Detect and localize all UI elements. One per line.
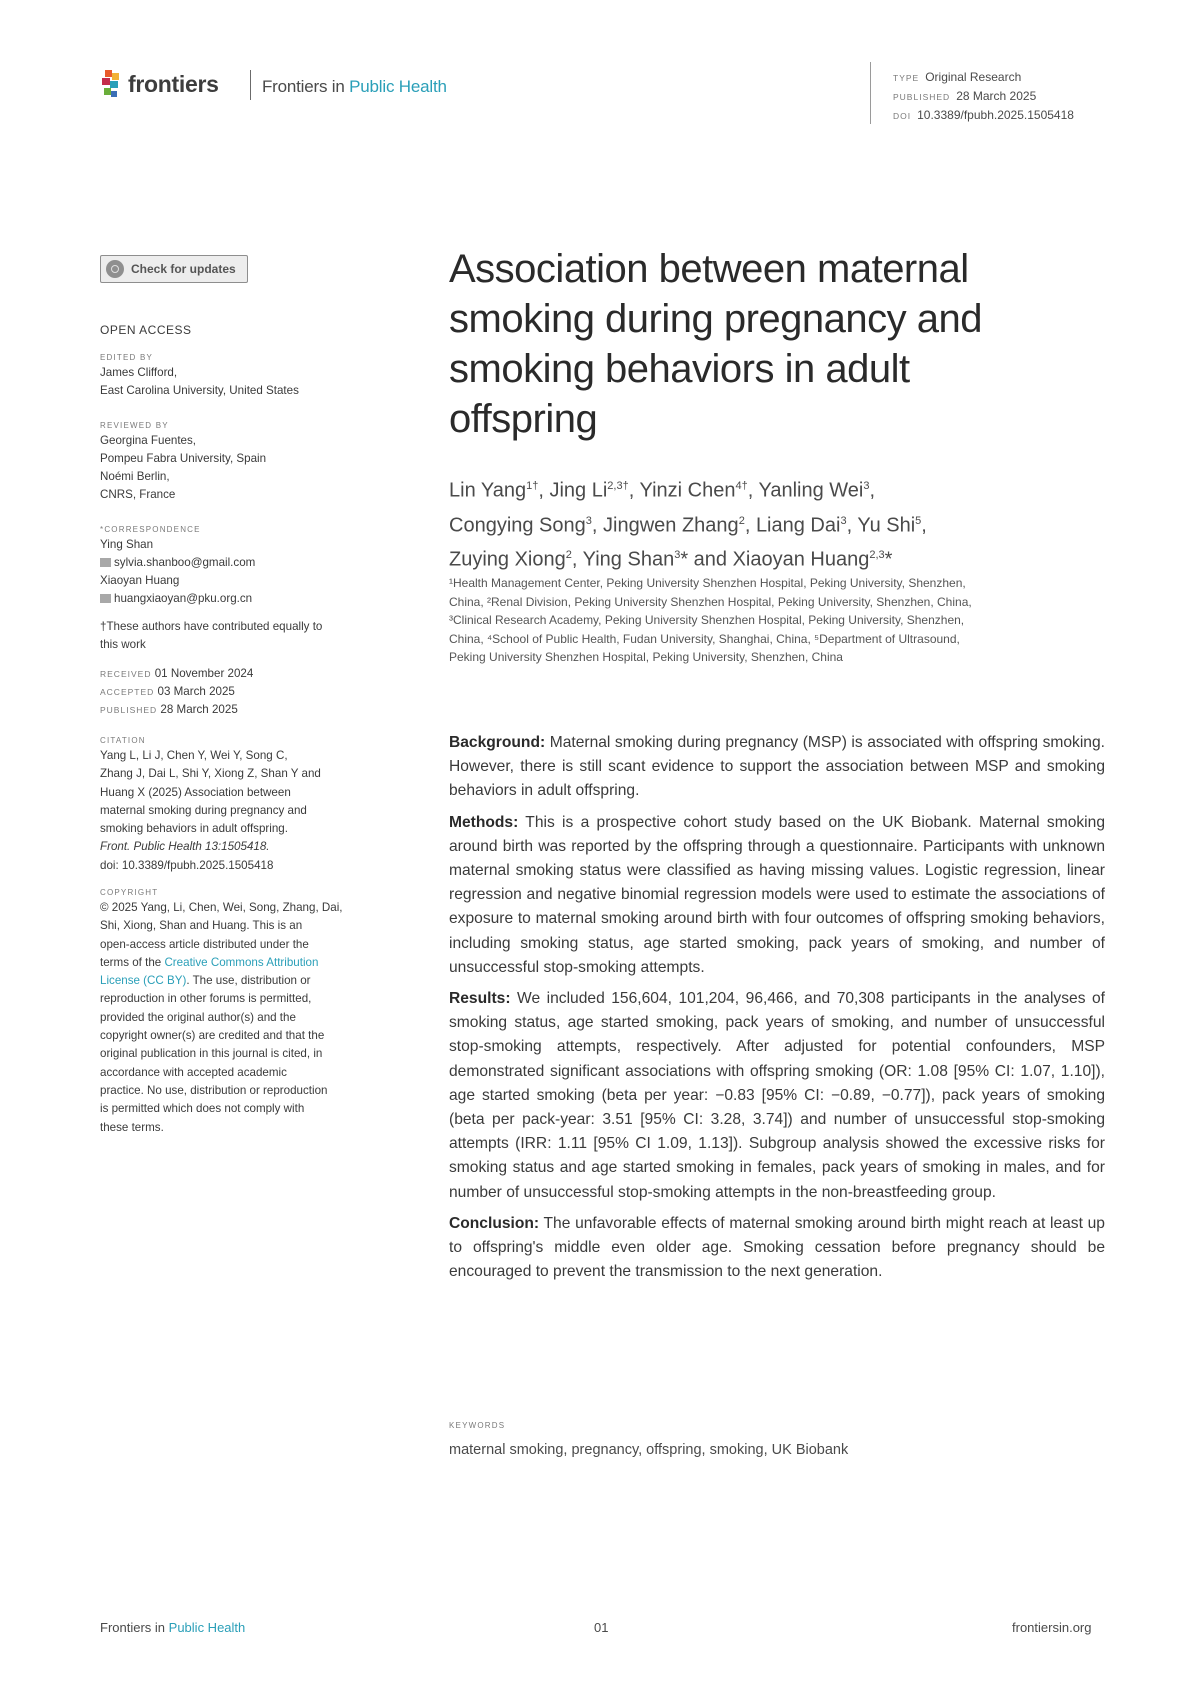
- author-affil-sup: 3: [863, 480, 870, 492]
- author-separator: ,: [591, 514, 604, 537]
- citation-line: Huang X (2025) Association between: [100, 785, 291, 799]
- section-heading: Background:: [449, 734, 546, 751]
- logo-divider: [250, 70, 251, 100]
- citation-block: [100, 735, 400, 875]
- section-text: We included 156,604, 101,204, 96,466, and 70,308 participants in the analyses of smoking status, age started smoking, pack years of smoking, and number of unsuccessful stop-smoking attempts, respectively. After adjusted for potential confounders, MSP demonstrated significant associations with offspring smoking (OR: 1.08 [95% CI: 1.07, 1.10]), age started smoking (beta per year: −0.83 [95% CI: −0.89, −0.77]), pack years of smoking (beta per pack-year: 3.51 [95% CI: 3.28, 3.74]) and number of unsuccessful stop-smoking attempts (IRR: 1.11 [95% CI 1.09, 1.13]). Subgroup analysis showed the excessive risks for smoking status and age started smoking in females, pack years of smoking in males, and for number of unsuccessful stop-smoking attempts in the non-breastfeeding group.: [449, 990, 1105, 1201]
- copyright-line: these terms.: [100, 1120, 164, 1134]
- correspondent-email[interactable]: [100, 554, 400, 572]
- dates-block: [100, 665, 400, 719]
- affiliation-line: China, ⁴School of Public Health, Fudan University, Shanghai, China, ⁵Department of Ultrasound,: [449, 631, 960, 646]
- author-affil-sup: 2,3†: [607, 480, 629, 492]
- mail-icon: [100, 558, 111, 567]
- published-date: 28 March 2025: [160, 703, 238, 716]
- copyright-line: provided the original author(s) and the: [100, 1010, 296, 1024]
- correspondence-label: *CORRESPONDENCE: [100, 525, 201, 534]
- copyright-line: open-access article distributed under the: [100, 937, 309, 951]
- author-affil-sup: 3: [585, 514, 592, 527]
- cc-license-link[interactable]: Creative Commons Attribution: [164, 955, 319, 969]
- editor-name: James Clifford,: [100, 366, 178, 379]
- author-affil-sup: 5: [915, 514, 922, 527]
- page-number: 01: [594, 1620, 609, 1635]
- copyright-text: [100, 899, 400, 1137]
- affiliation-line: Peking University Shenzhen Hospital, Peking University, Shenzhen, China: [449, 650, 843, 665]
- journal-name[interactable]: [262, 77, 447, 97]
- email-text: huangxiaoyan@pku.org.cn: [114, 592, 253, 605]
- abstract-background: [449, 731, 1105, 804]
- copyright-text-span: terms of the: [100, 955, 165, 969]
- editor-affiliation: East Carolina University, United States: [100, 384, 299, 397]
- title-line: offspring: [449, 397, 598, 441]
- author-affil-sup: 3: [674, 549, 681, 562]
- open-access-label: OPEN ACCESS: [100, 323, 192, 337]
- copyright-line: accordance with accepted academic: [100, 1065, 287, 1079]
- author-separator: ,: [747, 479, 759, 502]
- frontiers-logo-icon: [100, 70, 124, 100]
- author-separator: *: [884, 548, 893, 571]
- check-for-updates-label: Check for updates: [131, 262, 236, 276]
- author-affil-sup: 2,3: [869, 549, 885, 562]
- affiliations: [449, 574, 1089, 667]
- citation-doi[interactable]: doi: 10.3389/fpubh.2025.1505418: [100, 858, 274, 872]
- title-line: smoking behaviors in adult: [449, 347, 910, 391]
- correspondence-block: [100, 524, 400, 608]
- author-affil-sup: 1†: [526, 480, 539, 492]
- section-text: The unfavorable effects of maternal smoking around birth might reach at least up to offspring's middle even older age. Smoking cessation before pregnancy should be encouraged to prevent the transmission to the next generation.: [449, 1214, 1105, 1281]
- author-name[interactable]: Jing Li: [549, 479, 608, 502]
- author-affil-sup: 3: [840, 514, 847, 527]
- copyright-line: original publication in this journal is cited, in: [100, 1047, 323, 1061]
- meta-doi-value[interactable]: 10.3389/fpubh.2025.1505418: [917, 108, 1074, 122]
- article-title: [449, 244, 1089, 444]
- section-text: This is a prospective cohort study based on the UK Biobank. Maternal smoking around birth was reported by the offspring through a questionnaire. Participants with unknown maternal smoking status were classified as having missing values. Logistic regression, linear regression and negative binomial regression models were used to estimate the associations of exposure to maternal smoking around birth with four outcomes of offspring smoking behaviors, including smoking status, age started smoking, pack years of smoking, and number of unsuccessful stop-smoking attempts.: [449, 813, 1105, 976]
- reviewer-affiliation: Pompeu Fabra University, Spain: [100, 452, 267, 465]
- title-line: Association between maternal: [449, 247, 969, 291]
- note-line: †These authors have contributed equally to: [100, 620, 323, 633]
- section-heading: Methods:: [449, 813, 519, 831]
- meta-published-value: 28 March 2025: [956, 89, 1037, 103]
- author-separator: ,: [869, 479, 876, 502]
- author-separator: ,: [846, 514, 858, 537]
- check-for-updates-icon: [106, 260, 124, 278]
- abstract-results: [449, 987, 1105, 1205]
- footer-journal[interactable]: [100, 1620, 245, 1635]
- affiliation-line: China, ²Renal Division, Peking University Shenzhen Hospital, Peking University, Shenzhen, China,: [449, 594, 972, 609]
- copyright-text-span: . The use, distribution or: [186, 974, 311, 988]
- author-name[interactable]: Yu Shi: [857, 514, 916, 537]
- editor-block: [100, 352, 400, 400]
- copyright-line: practice. No use, distribution or reproduction: [100, 1083, 328, 1097]
- correspondent-email[interactable]: [100, 590, 400, 608]
- author-affil-sup: 2: [565, 549, 572, 562]
- meta-divider: [870, 62, 871, 124]
- cc-license-link[interactable]: License (CC BY): [100, 974, 187, 988]
- citation-text: [100, 747, 400, 875]
- citation-line: Front. Public Health 13:1505418.: [100, 840, 270, 854]
- author-separator: * and: [680, 548, 733, 571]
- author-separator: ,: [571, 548, 583, 571]
- author-name[interactable]: Lin Yang: [449, 479, 527, 502]
- affiliation-line: ¹Health Management Center, Peking University Shenzhen Hospital, Peking University, Shenzhen,: [449, 576, 966, 590]
- keywords: maternal smoking, pregnancy, offspring, smoking, UK Biobank: [449, 1442, 849, 1458]
- check-for-updates-button[interactable]: [100, 255, 248, 283]
- meta-type-label: TYPE: [893, 73, 920, 83]
- footer-journal-prefix: Frontiers in: [100, 1620, 166, 1635]
- citation-line: maternal smoking during pregnancy and: [100, 803, 307, 817]
- copyright-line: is permitted which does not comply with: [100, 1102, 305, 1116]
- copyright-line: reproduction in other forums is permitted,: [100, 992, 312, 1006]
- meta-type-value: Original Research: [925, 70, 1022, 84]
- footer-site-link[interactable]: frontiersin.org: [1012, 1620, 1092, 1635]
- correspondent-name: Xiaoyan Huang: [100, 574, 180, 587]
- copyright-line: [100, 954, 400, 972]
- citation-label: CITATION: [100, 736, 146, 745]
- note-line: this work: [100, 638, 146, 651]
- author-separator: ,: [921, 514, 927, 537]
- copyright-line: [100, 972, 400, 990]
- copyright-line: © 2025 Yang, Li, Chen, Wei, Song, Zhang, Dai,: [100, 901, 343, 914]
- keywords-label: KEYWORDS: [449, 1421, 506, 1430]
- section-heading: Conclusion:: [449, 1214, 540, 1232]
- publisher-wordmark[interactable]: frontiers: [128, 71, 219, 97]
- reviewer-name: Georgina Fuentes,: [100, 434, 197, 447]
- section-text: Maternal smoking during pregnancy (MSP) is associated with offspring smoking. However, there is still scant evidence to support the association between MSP and smoking behaviors in adult offspring.: [449, 734, 1105, 800]
- abstract-methods: [449, 811, 1105, 980]
- citation-line: Yang L, Li J, Chen Y, Wei Y, Song C,: [100, 749, 288, 762]
- author-separator: ,: [538, 479, 550, 502]
- title-line: smoking during pregnancy and: [449, 297, 983, 341]
- published-label: PUBLISHED: [100, 705, 158, 715]
- author-affil-sup: 4†: [735, 480, 748, 492]
- journal-title: Public Health: [349, 77, 447, 96]
- author-list: [449, 471, 1089, 575]
- author-name[interactable]: Yinzi Chen: [639, 479, 736, 502]
- copyright-label: COPYRIGHT: [100, 888, 159, 897]
- accepted-date: 03 March 2025: [157, 685, 235, 698]
- reviewed-by-label: REVIEWED BY: [100, 421, 169, 430]
- author-separator: ,: [744, 514, 756, 537]
- author-name[interactable]: Ying Shan: [582, 548, 675, 571]
- citation-line: smoking behaviors in adult offspring.: [100, 822, 288, 836]
- reviewer-affiliation: CNRS, France: [100, 488, 176, 501]
- mail-icon: [100, 594, 111, 603]
- reviewer-name: Noémi Berlin,: [100, 470, 170, 483]
- citation-line: Zhang J, Dai L, Shi Y, Xiong Z, Shan Y and: [100, 767, 321, 781]
- accepted-label: ACCEPTED: [100, 687, 155, 697]
- affiliation-line: ³Clinical Research Academy, Peking University Shenzhen Hospital, Peking University, Shenzhen,: [449, 613, 965, 628]
- author-name[interactable]: Jingwen Zhang: [603, 514, 739, 537]
- meta-published-label: PUBLISHED: [893, 92, 951, 102]
- copyright-line: copyright owner(s) are credited and that the: [100, 1029, 325, 1043]
- author-name[interactable]: Zuying Xiong: [449, 548, 566, 571]
- author-separator: ,: [628, 479, 640, 502]
- edited-by-label: EDITED BY: [100, 353, 154, 362]
- correspondent-name: Ying Shan: [100, 538, 154, 551]
- article-meta: [893, 68, 1074, 125]
- email-text: sylvia.shanboo@gmail.com: [114, 556, 256, 569]
- section-heading: Results:: [449, 990, 511, 1008]
- reviewer-block: [100, 420, 400, 504]
- author-name[interactable]: Xiaoyan Huang: [732, 548, 870, 571]
- received-date: 01 November 2024: [154, 667, 254, 680]
- author-name[interactable]: Liang Dai: [755, 514, 841, 537]
- journal-prefix: Frontiers in: [262, 77, 345, 96]
- footer-journal-title: Public Health: [168, 1620, 246, 1635]
- abstract: [449, 731, 1105, 1291]
- copyright-block: [100, 887, 400, 1137]
- copyright-line: Shi, Xiong, Shan and Huang. This is an: [100, 919, 303, 933]
- meta-doi-label: DOI: [893, 111, 912, 121]
- author-name[interactable]: Congying Song: [449, 514, 586, 537]
- abstract-conclusion: [449, 1212, 1105, 1285]
- equal-contribution-note: [100, 618, 400, 654]
- author-affil-sup: 2: [738, 514, 745, 527]
- received-label: RECEIVED: [100, 669, 152, 679]
- author-name[interactable]: Yanling Wei: [758, 479, 864, 502]
